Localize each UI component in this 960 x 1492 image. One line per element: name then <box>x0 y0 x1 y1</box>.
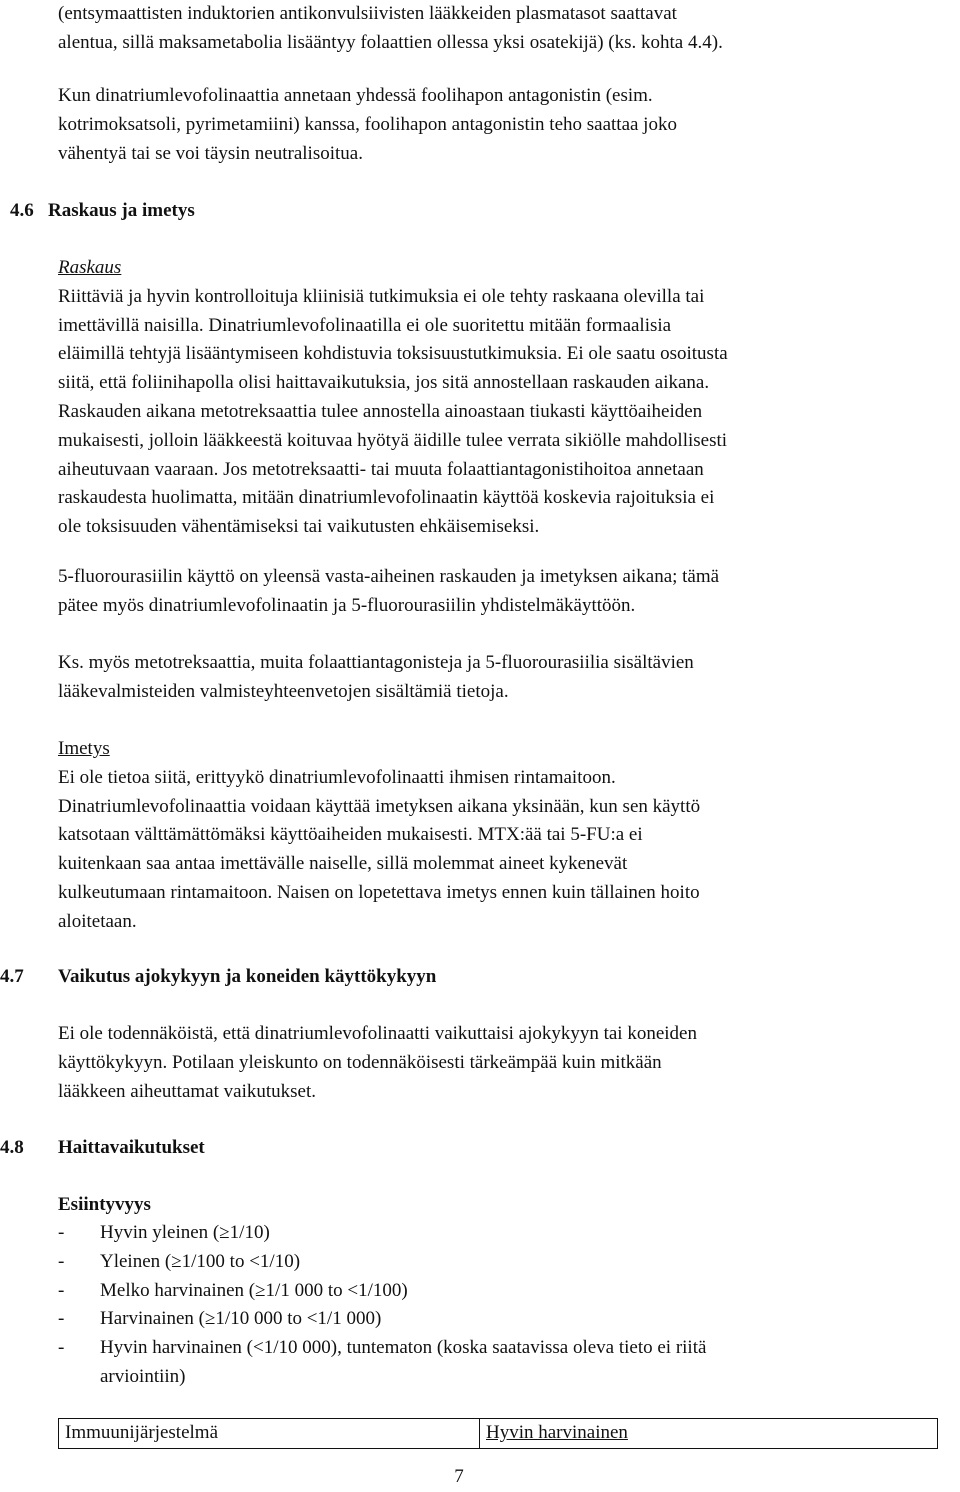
see-also-paragraph <box>58 649 938 707</box>
text-line: lääkevalmisteiden valmisteyhteenvetojen sisältämiä tietoja. <box>58 680 509 702</box>
section-title: Haittavaikutukset <box>58 1137 205 1158</box>
section-number: 4.7 <box>0 966 24 987</box>
text-line: Ei ole todennäköistä, että dinatriumlevofolinaatti vaikuttaisi ajokykyyn tai koneiden <box>58 1023 697 1044</box>
list-dash: - <box>58 1279 65 1301</box>
text-line: Dinatriumlevofolinaattia voidaan käyttää imetyksen aikana yksinään, kun sen käyttö <box>58 795 701 817</box>
frequency-heading-block <box>58 1191 938 1220</box>
text-line: Ei ole tietoa siitä, erittyykö dinatriumlevofolinaatti ihmisen rintamaitoon. <box>58 766 616 788</box>
text-line: eläimillä tehtyjä lisääntymiseen kohdistuvia toksisuustutkimuksia. Ei ole saatu osoitusta <box>58 343 728 365</box>
list-dash: - <box>58 1250 65 1272</box>
section-title: Raskaus ja imetys <box>48 200 195 221</box>
frequency-heading: Esiintyvyys <box>58 1194 151 1215</box>
text-line: katsotaan välttämättömäksi käyttöaiheiden mukaisesti. MTX:ää tai 5-FU:a ei <box>58 824 643 846</box>
text-line: alentua, sillä maksametabolia lisääntyy folaattien ollessa yksi osatekijä) (ks. kohta 4.4). <box>58 31 723 53</box>
list-dash: - <box>58 1308 65 1330</box>
text-line: Ks. myös metotreksaattia, muita folaattiantagonisteja ja 5-fluorourasiilia sisältävien <box>58 652 694 673</box>
list-item-text: Melko harvinainen (≥1/1 000 to <1/100) <box>100 1279 408 1301</box>
section-4-7-body <box>58 1020 938 1106</box>
text-line: raskaudesta huolimatta, mitään dinatriumlevofolinaatin käyttöä koskevia rajoituksia ei <box>58 487 715 509</box>
raskaus-section <box>58 254 938 542</box>
table-row <box>59 1419 938 1449</box>
list-item-text: Hyvin harvinainen (<1/10 000), tuntematon (koska saatavissa oleva tieto ei riitä <box>100 1337 707 1359</box>
raskaus-subheading: Raskaus <box>58 257 122 278</box>
list-item <box>58 1334 938 1392</box>
text-line: vähentyä tai se voi täysin neutralisoitua. <box>58 142 363 164</box>
imetys-section <box>58 735 938 937</box>
text-line: aloitetaan. <box>58 910 137 932</box>
text-line: (entsymaattisten induktorien antikonvulsiivisten lääkkeiden plasmatasot saattavat <box>58 3 677 24</box>
text-line: kulkeutumaan rintamaitoon. Naisen on lopetettava imetys ennen kuin tällainen hoito <box>58 881 700 903</box>
list-item-text: Harvinainen (≥1/10 000 to <1/1 000) <box>100 1308 382 1330</box>
section-4-8-heading <box>0 1134 940 1163</box>
intro-paragraph-2 <box>58 82 938 168</box>
text-line: kuitenkaan saa antaa imettävälle naiselle, sillä molemmat aineet kykenevät <box>58 853 628 875</box>
fluorouracil-paragraph <box>58 563 938 621</box>
list-item-text: Yleinen (≥1/100 to <1/10) <box>100 1250 301 1272</box>
intro-paragraph-1 <box>58 0 938 58</box>
text-line: siitä, että foliinihapolla olisi haittavaikutuksia, jos sitä annostellaan raskauden aikana. <box>58 372 710 394</box>
frequency-cell: Hyvin harvinainen <box>480 1419 938 1449</box>
section-number: 4.8 <box>0 1137 24 1158</box>
list-item-text: Hyvin yleinen (≥1/10) <box>100 1222 270 1243</box>
section-number: 4.6 <box>10 200 34 221</box>
page-number: 7 <box>454 1466 464 1487</box>
text-line: lääkkeen aiheuttamat vaikutukset. <box>58 1080 316 1102</box>
frequency-list <box>58 1219 938 1392</box>
list-dash: - <box>58 1337 65 1359</box>
list-item <box>58 1305 938 1334</box>
text-line: kotrimoksatsoli, pyrimetamiini) kanssa, foolihapon antagonistin teho saattaa joko <box>58 113 677 135</box>
section-4-6-heading <box>0 197 940 226</box>
organ-system-cell: Immuunijärjestelmä <box>59 1419 480 1449</box>
text-line: ole toksisuuden vähentämiseksi tai vaikutusten ehkäisemiseksi. <box>58 516 540 538</box>
list-item-continuation: arviointiin) <box>100 1365 186 1387</box>
imetys-subheading: Imetys <box>58 738 110 759</box>
text-line: pätee myös dinatriumlevofolinaatin ja 5-fluorourasiilin yhdistelmäkäyttöön. <box>58 594 636 616</box>
section-4-7-heading <box>0 963 940 992</box>
text-line: imettävillä naisilla. Dinatriumlevofolinaatilla ei ole suoritettu mitään formaalisia <box>58 314 672 336</box>
list-item <box>58 1219 938 1248</box>
list-item <box>58 1277 938 1306</box>
list-dash: - <box>58 1222 65 1243</box>
text-line: 5-fluorourasiilin käyttö on yleensä vasta-aiheinen raskauden ja imetyksen aikana; tämä <box>58 566 720 587</box>
section-title: Vaikutus ajokykyyn ja koneiden käyttökykyyn <box>58 966 437 987</box>
adverse-effects-table <box>58 1418 938 1449</box>
list-item <box>58 1248 938 1277</box>
text-line: Kun dinatriumlevofolinaattia annetaan yhdessä foolihapon antagonistin (esim. <box>58 85 653 106</box>
text-line: aiheutuvaan vaaraan. Jos metotreksaatti- tai muuta folaattiantagonistihoitoa annetaan <box>58 458 704 480</box>
text-line: Riittäviä ja hyvin kontrolloituja kliinisiä tutkimuksia ei ole tehty raskaana olevilla tai <box>58 285 705 307</box>
text-line: käyttökykyyn. Potilaan yleiskunto on todennäköisesti tärkeämpää kuin mitkään <box>58 1051 662 1073</box>
text-line: mukaisesti, jolloin lääkkeestä koituvaa hyötyä äidille tulee verrata sikiölle mahdollisesti <box>58 429 728 451</box>
text-line: Raskauden aikana metotreksaattia tulee annostella ainoastaan tiukasti käyttöaiheiden <box>58 400 703 422</box>
